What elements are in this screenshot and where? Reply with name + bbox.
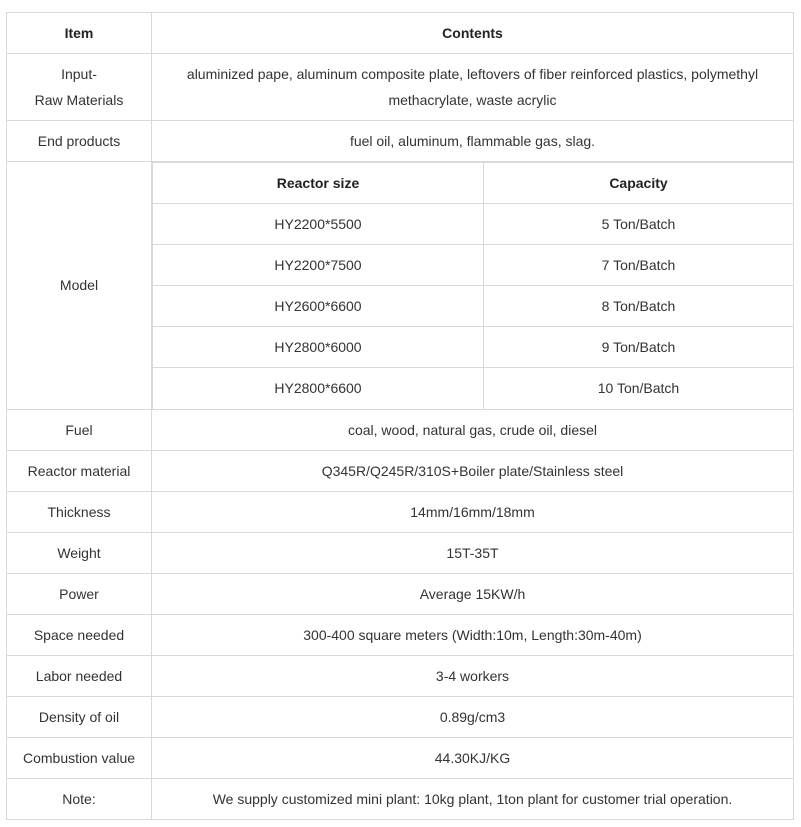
space-label: Space needed: [7, 614, 152, 655]
model-size: HY2600*6600: [153, 286, 484, 327]
model-size: HY2800*6000: [153, 327, 484, 368]
model-capacity: 7 Ton/Batch: [484, 245, 794, 286]
header-contents: Contents: [152, 13, 794, 54]
model-row-item: [153, 204, 794, 245]
model-size: HY2200*5500: [153, 204, 484, 245]
weight-label: Weight: [7, 532, 152, 573]
raw-materials-label: [7, 54, 152, 121]
reactor-material-label: Reactor material: [7, 450, 152, 491]
spec-table: [6, 12, 794, 820]
model-col-size: Reactor size: [153, 163, 484, 204]
model-row: [7, 162, 794, 410]
table-row: [7, 573, 794, 614]
fuel-value: coal, wood, natural gas, crude oil, diesel: [152, 409, 794, 450]
model-label: Model: [7, 162, 152, 410]
table-row: [7, 778, 794, 819]
model-capacity: 8 Ton/Batch: [484, 286, 794, 327]
labor-value: 3-4 workers: [152, 655, 794, 696]
model-row-item: [153, 368, 794, 409]
header-item: Item: [7, 13, 152, 54]
density-label: Density of oil: [7, 696, 152, 737]
power-label: Power: [7, 573, 152, 614]
raw-materials-label-line1: Input-: [61, 66, 97, 82]
model-table: [152, 162, 793, 409]
table-row: [7, 696, 794, 737]
table-row: [7, 655, 794, 696]
model-col-capacity: Capacity: [484, 163, 794, 204]
model-header-row: [153, 163, 794, 204]
combustion-label: Combustion value: [7, 737, 152, 778]
model-row-item: [153, 286, 794, 327]
model-size: HY2800*6600: [153, 368, 484, 409]
note-value: We supply customized mini plant: 10kg plant, 1ton plant for customer trial operation.: [152, 778, 794, 819]
thickness-value: 14mm/16mm/18mm: [152, 491, 794, 532]
density-value: 0.89g/cm3: [152, 696, 794, 737]
model-capacity: 10 Ton/Batch: [484, 368, 794, 409]
table-row: [7, 491, 794, 532]
model-capacity: 5 Ton/Batch: [484, 204, 794, 245]
table-row: [7, 121, 794, 162]
weight-value: 15T-35T: [152, 532, 794, 573]
header-row: [7, 13, 794, 54]
table-row: [7, 54, 794, 121]
thickness-label: Thickness: [7, 491, 152, 532]
model-capacity: 9 Ton/Batch: [484, 327, 794, 368]
labor-label: Labor needed: [7, 655, 152, 696]
model-cell: [152, 162, 794, 410]
model-row-item: [153, 327, 794, 368]
space-value: 300-400 square meters (Width:10m, Length:30m-40m): [152, 614, 794, 655]
power-value: Average 15KW/h: [152, 573, 794, 614]
reactor-material-value: Q345R/Q245R/310S+Boiler plate/Stainless steel: [152, 450, 794, 491]
combustion-value: 44.30KJ/KG: [152, 737, 794, 778]
table-row: [7, 737, 794, 778]
note-label: Note:: [7, 778, 152, 819]
end-products-value: fuel oil, aluminum, flammable gas, slag.: [152, 121, 794, 162]
raw-materials-value: aluminized pape, aluminum composite plate, leftovers of fiber reinforced plastics, polymethyl methacrylate, waste acrylic: [152, 54, 794, 121]
model-size: HY2200*7500: [153, 245, 484, 286]
table-row: [7, 450, 794, 491]
table-row: [7, 532, 794, 573]
table-row: [7, 614, 794, 655]
fuel-label: Fuel: [7, 409, 152, 450]
raw-materials-label-line2: Raw Materials: [34, 92, 124, 108]
end-products-label: End products: [7, 121, 152, 162]
table-row: [7, 409, 794, 450]
model-row-item: [153, 245, 794, 286]
